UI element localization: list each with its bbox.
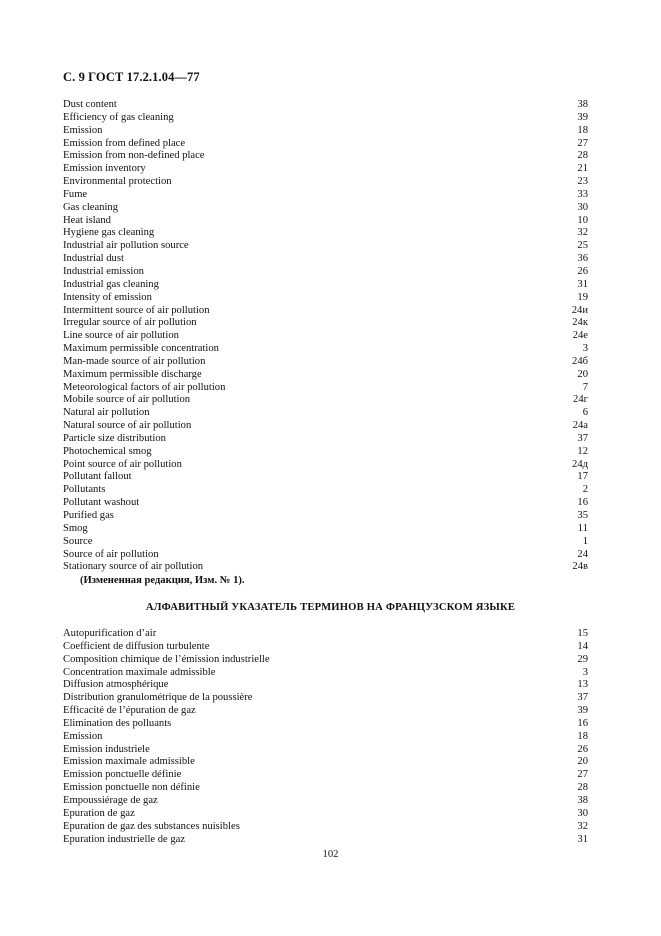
index-term-number: 33 xyxy=(577,188,588,200)
index-term-number: 24б xyxy=(572,355,588,367)
french-term-index xyxy=(63,628,588,846)
index-term-number: 28 xyxy=(577,150,588,162)
index-term: Emission ponctuelle définie xyxy=(63,769,182,781)
index-term: Irregular source of air pollution xyxy=(63,317,197,329)
index-term: Industrial air pollution source xyxy=(63,240,189,252)
index-term-number: 24а xyxy=(572,420,588,432)
index-entry xyxy=(63,705,588,718)
index-entry xyxy=(63,189,588,202)
index-entry xyxy=(63,163,588,176)
index-term: Emission ponctuelle non définie xyxy=(63,782,200,794)
index-term: Source xyxy=(63,535,93,547)
index-term: Epuration industrielle de gaz xyxy=(63,833,186,845)
index-term-number: 17 xyxy=(577,471,588,483)
index-entry xyxy=(63,628,588,641)
french-index-heading: АЛФАВИТНЫЙ УКАЗАТЕЛЬ ТЕРМИНОВ НА ФРАНЦУЗСКОМ ЯЗЫКЕ xyxy=(145,602,516,613)
index-entry xyxy=(63,808,588,821)
index-entry xyxy=(63,330,588,343)
index-term-number: 32 xyxy=(577,820,588,832)
index-term: Distribution granulométrique de la poussière xyxy=(63,692,253,704)
index-entry xyxy=(63,112,588,125)
index-entry xyxy=(63,782,588,795)
index-term-number: 1 xyxy=(582,535,588,547)
index-term-number: 3 xyxy=(582,343,588,355)
index-term-number: 27 xyxy=(577,137,588,149)
index-term: Heat island xyxy=(63,214,111,226)
index-term-number: 6 xyxy=(582,407,588,419)
index-term: Environmental protection xyxy=(63,176,172,188)
index-term-number: 26 xyxy=(577,743,588,755)
index-term-number: 24к xyxy=(572,317,588,329)
index-term-number: 35 xyxy=(577,510,588,521)
index-term: Man-made source of air pollution xyxy=(63,355,206,367)
index-term-number: 12 xyxy=(577,445,588,457)
index-entry xyxy=(63,356,588,369)
index-term-number: 23 xyxy=(577,176,588,188)
index-entry xyxy=(63,305,588,318)
index-entry xyxy=(63,382,588,395)
index-entry xyxy=(63,536,588,549)
index-entry xyxy=(63,279,588,292)
index-entry xyxy=(63,227,588,240)
index-term-number: 3 xyxy=(582,666,588,678)
index-entry xyxy=(63,510,588,523)
index-entry xyxy=(63,240,588,253)
index-term: Emission maximale admissible xyxy=(63,756,195,768)
index-term-number: 16 xyxy=(577,497,588,509)
index-entry xyxy=(63,459,588,472)
index-term: Line source of air pollution xyxy=(63,330,179,342)
page-number: 102 xyxy=(322,849,339,860)
english-term-index xyxy=(63,99,588,574)
index-entry xyxy=(63,523,588,536)
index-entry xyxy=(63,317,588,330)
amendment-note: (Измененная редакция, Изм. № 1). xyxy=(80,575,245,586)
index-term: Autopurification d’air xyxy=(63,628,157,639)
index-term-number: 16 xyxy=(577,717,588,729)
index-term-number: 29 xyxy=(577,653,588,665)
index-term-number: 39 xyxy=(577,111,588,123)
index-term: Mobile source of air pollution xyxy=(63,394,191,406)
index-term: Purified gas xyxy=(63,510,114,521)
index-term-number: 24е xyxy=(572,330,588,342)
index-term-number: 11 xyxy=(577,522,588,534)
index-entry xyxy=(63,420,588,433)
index-entry xyxy=(63,343,588,356)
index-term: Intensity of emission xyxy=(63,291,152,303)
index-term-number: 31 xyxy=(577,278,588,290)
index-term-number: 31 xyxy=(577,833,588,845)
index-term-number: 18 xyxy=(577,730,588,742)
index-term-number: 10 xyxy=(577,214,588,226)
index-term-number: 24д xyxy=(572,458,588,470)
index-term: Emission from defined place xyxy=(63,137,186,149)
index-term: Pollutants xyxy=(63,484,106,496)
index-term: Meteorological factors of air pollution xyxy=(63,381,226,393)
index-entry xyxy=(63,692,588,705)
index-term: Photochemical smog xyxy=(63,445,152,457)
index-term-number: 20 xyxy=(577,756,588,768)
index-entry xyxy=(63,446,588,459)
index-term-number: 28 xyxy=(577,782,588,794)
index-term-number: 26 xyxy=(577,265,588,277)
index-term: Emission xyxy=(63,124,103,136)
index-term: Natural source of air pollution xyxy=(63,420,192,432)
index-term: Emission xyxy=(63,730,103,742)
index-term-number: 32 xyxy=(577,227,588,239)
index-term: Empoussiérage de gaz xyxy=(63,794,158,806)
index-entry xyxy=(63,731,588,744)
index-term: Epuration de gaz xyxy=(63,807,135,819)
index-term: Diffusion atmosphérique xyxy=(63,679,169,691)
index-term: Stationary source of air pollution xyxy=(63,561,204,573)
index-term: Emission inventory xyxy=(63,163,146,175)
index-term: Maximum permissible concentration xyxy=(63,343,219,355)
index-entry xyxy=(63,795,588,808)
index-term-number: 18 xyxy=(577,124,588,136)
index-entry xyxy=(63,667,588,680)
index-term: Concentration maximale admissible xyxy=(63,666,216,678)
index-entry xyxy=(63,561,588,574)
index-term: Point source of air pollution xyxy=(63,458,182,470)
index-term: Industrial gas cleaning xyxy=(63,278,159,290)
index-term-number: 37 xyxy=(577,432,588,444)
index-term-number: 27 xyxy=(577,769,588,781)
index-term: Elimination des polluants xyxy=(63,717,172,729)
index-term: Industrial dust xyxy=(63,253,124,265)
index-term-number: 21 xyxy=(577,163,588,175)
index-term-number: 13 xyxy=(577,679,588,691)
index-entry xyxy=(63,125,588,138)
index-entry xyxy=(63,138,588,151)
index-entry xyxy=(63,756,588,769)
index-term-number: 15 xyxy=(577,628,588,639)
index-term: Maximum permissible discharge xyxy=(63,368,202,380)
index-term-number: 38 xyxy=(577,99,588,110)
index-term-number: 20 xyxy=(577,368,588,380)
index-entry xyxy=(63,292,588,305)
index-term-number: 7 xyxy=(582,381,588,393)
index-term: Industrial emission xyxy=(63,265,144,277)
page-header: С. 9 ГОСТ 17.2.1.04—77 xyxy=(63,70,200,84)
index-term: Efficiency of gas cleaning xyxy=(63,111,174,123)
index-term-number: 36 xyxy=(577,253,588,265)
index-term-number: 25 xyxy=(577,240,588,252)
index-term-number: 24в xyxy=(572,561,588,573)
index-term: Fume xyxy=(63,188,88,200)
index-entry xyxy=(63,202,588,215)
index-entry xyxy=(63,253,588,266)
index-term: Particle size distribution xyxy=(63,432,166,444)
index-entry xyxy=(63,433,588,446)
index-term: Hygiene gas cleaning xyxy=(63,227,155,239)
index-term-number: 30 xyxy=(577,201,588,213)
index-entry xyxy=(63,215,588,228)
index-term-number: 38 xyxy=(577,794,588,806)
index-entry xyxy=(63,176,588,189)
index-term: Efficacité de l’épuration de gaz xyxy=(63,705,196,717)
index-entry xyxy=(63,834,588,847)
index-term: Composition chimique de l’émission industrielle xyxy=(63,653,270,665)
index-term: Pollutant fallout xyxy=(63,471,132,483)
index-term: Epuration de gaz des substances nuisibles xyxy=(63,820,240,832)
index-term-number: 30 xyxy=(577,807,588,819)
index-term: Source of air pollution xyxy=(63,548,159,560)
index-term: Pollutant washout xyxy=(63,497,140,509)
index-entry xyxy=(63,641,588,654)
index-entry xyxy=(63,266,588,279)
index-term-number: 37 xyxy=(577,692,588,704)
index-entry xyxy=(63,369,588,382)
index-entry xyxy=(63,744,588,757)
index-entry xyxy=(63,654,588,667)
index-term: Coefficient de diffusion turbulente xyxy=(63,640,210,652)
index-term-number: 2 xyxy=(582,484,588,496)
index-entry xyxy=(63,484,588,497)
index-term: Gas cleaning xyxy=(63,201,119,213)
index-term: Dust content xyxy=(63,99,117,110)
index-term-number: 14 xyxy=(577,640,588,652)
index-entry xyxy=(63,150,588,163)
index-term: Smog xyxy=(63,522,88,534)
index-term-number: 19 xyxy=(577,291,588,303)
index-entry xyxy=(63,769,588,782)
index-term: Natural air pollution xyxy=(63,407,150,419)
index-term-number: 24и xyxy=(571,304,588,316)
index-term: Emission from non-defined place xyxy=(63,150,205,162)
index-entry xyxy=(63,497,588,510)
index-entry xyxy=(63,99,588,112)
index-entry xyxy=(63,471,588,484)
index-entry xyxy=(63,679,588,692)
index-entry xyxy=(63,407,588,420)
index-term: Emission industriele xyxy=(63,743,150,755)
index-entry xyxy=(63,718,588,731)
index-term: Intermittent source of air pollution xyxy=(63,304,210,316)
index-entry xyxy=(63,394,588,407)
index-term-number: 24 xyxy=(577,548,588,560)
index-term-number: 39 xyxy=(577,705,588,717)
index-entry xyxy=(63,549,588,562)
index-entry xyxy=(63,821,588,834)
index-term-number: 24г xyxy=(573,394,588,406)
